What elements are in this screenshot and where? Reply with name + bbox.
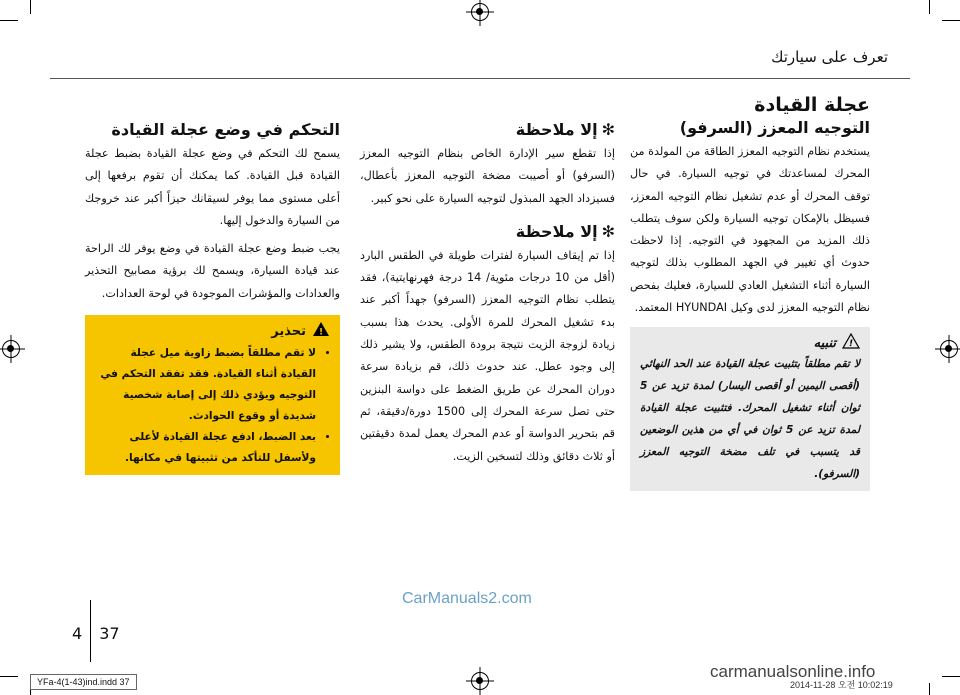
- section-number: 4: [72, 623, 83, 643]
- caution-triangle-icon: [842, 333, 860, 353]
- note-paragraph: إذا تقطع سير الإدارة الخاص بنظام التوجيه المعزز (السرفو) أو أصيبت مضخة التوجيه المعزز بأعطال، فسيزداد الجهد المبذول لتوجيه السيارة على نحو كبير.: [360, 147, 615, 205]
- registration-mark-icon: [471, 3, 489, 21]
- svg-text:!: !: [318, 327, 324, 338]
- footer-file-label: YFa-4(1-43)ind.indd 37: [30, 674, 137, 690]
- page-number: 37: [99, 623, 120, 643]
- caution-title: ! تنبيه: [640, 333, 860, 353]
- column-left: [85, 120, 340, 475]
- warning-title: ! تحذير: [95, 321, 330, 341]
- body-paragraph: يجب ضبط وضع عجلة القيادة في وضع يوفر لك الراحة عند قيادة السيارة، ويسمح لك برؤية مصابيح التحذير والعدادات والمؤشرات الموجودة في لوحة العدادات.: [85, 242, 340, 300]
- crop-mark: [942, 676, 960, 677]
- crop-mark: [0, 676, 18, 677]
- note-heading: ✻إلا ملاحظة: [515, 221, 615, 241]
- caution-text: لا تقم مطلقاً بتثبيت عجلة القيادة عند الحد النهائي (أقصى اليمين أو أقصى اليسار) لمدة تزيد عن 5 ثوان أثناء تشغيل المحرك. فتثبيت عجلة القيادة لمدة تزيد عن 5 ثوان في أي من هذين الوضعين قد يتسبب في تلف مضخة التوجيه المعزز (السرفو).: [640, 358, 861, 481]
- subsection-heading: التوجيه المعزز (السرفو): [679, 118, 870, 137]
- header-rule: [50, 78, 910, 79]
- warning-item: • بعد الضبط، ادفع عجلة القيادة لأعلى ولأسفل للتأكد من تثبيتها في مكانها.: [95, 427, 316, 469]
- crop-mark: [30, 0, 31, 14]
- warning-item: • لا تقم مطلقاً بضبط زاوية ميل عجلة القيادة أثناء القيادة. فقد تفقد التحكم في التوجيه ويؤدي ذلك إلى إصابة شخصية شديدة أو وقوع الحوادث.: [95, 343, 316, 427]
- svg-text:!: !: [848, 339, 854, 350]
- caution-box: [630, 327, 870, 491]
- registration-mark-icon: [940, 340, 958, 358]
- chapter-title: تعرف على سيارتك: [771, 48, 888, 66]
- asterisk-icon: ✻: [601, 120, 615, 139]
- page-side-rule: [90, 600, 91, 662]
- crop-mark: [929, 0, 930, 14]
- warning-box: [85, 315, 340, 475]
- footer-site: carmanualsonline.info: [710, 662, 876, 681]
- crop-mark: [0, 20, 18, 21]
- crop-mark: [942, 20, 960, 21]
- watermark-link[interactable]: CarManuals2.com: [402, 590, 532, 607]
- section-heading: التحكم في وضع عجلة القيادة: [111, 120, 340, 139]
- warning-list: [95, 343, 330, 469]
- registration-mark-icon: [2, 340, 20, 358]
- body-paragraph: يستخدم نظام التوجيه المعزز الطاقة من المولدة من المحرك لمساعدتك في توجيه السيارة. في حال توقف المحرك أو عدم تشغيل نظام التوجيه المعزز، فسيظل بالإمكان توجيه السيارة ولكن سوف يتطلب ذلك المزيد من المجهود في التوجيه. إذا لاحظت حدوث أي تغيير في الجهد المطلوب بذلك لتوجيه السيارة أثناء التشغيل العادي للسيارة، فعليك بفحص نظام التوجيه المعزز لدى وكيل HYUNDAI المعتمد.: [630, 145, 870, 315]
- crop-mark: [929, 683, 930, 695]
- note-paragraph: إذا تم إيقاف السيارة لفترات طويلة في الطقس البارد (أقل من 10 درجات مئوية/ 14 درجة فهرنهايتية)، فقد يتطلب نظام التوجيه المعزز (السرفو) جهداً أكبر عند بدء تشغيل المحرك للمرة الأولى. يحدث هذا بسبب زيادة لزوجة الزيت نتيجة برودة الطقس، ولا يشير ذلك إلى وجود عطل. عند حدوث ذلك، قم بزيادة سرعة دوران المحرك عن طريق الضغط على دواسة البنزين حتى تصل سرعة المحرك إلى 1500 دورة/دقيقة، ثم قم بتحرير الدواسة أو عدم المحرك يعمل لمدة دقيقتين أو ثلاث دقائق وذلك لتسخين الزيت.: [360, 248, 615, 463]
- warning-triangle-icon: [312, 321, 330, 341]
- footer-date: 2014-11-28 오전 10:02:19: [790, 680, 893, 690]
- page-number-block: [72, 622, 120, 644]
- asterisk-icon: ✻: [601, 221, 615, 241]
- column-right: [630, 94, 870, 491]
- section-heading: عجلة القيادة: [754, 94, 870, 116]
- column-middle: [360, 120, 615, 468]
- note-heading: ✻إلا ملاحظة: [515, 120, 615, 139]
- registration-mark-icon: [471, 672, 489, 690]
- body-paragraph: يسمح لك التحكم في وضع عجلة القيادة بضبط عجلة القيادة قبل القيادة. كما يمكنك أن تقوم برفعها إلى أعلى مستوى مما يوفر لسيقانك حيزاً أكبر عند خروجك من السيارة والدخول إليها.: [85, 147, 340, 227]
